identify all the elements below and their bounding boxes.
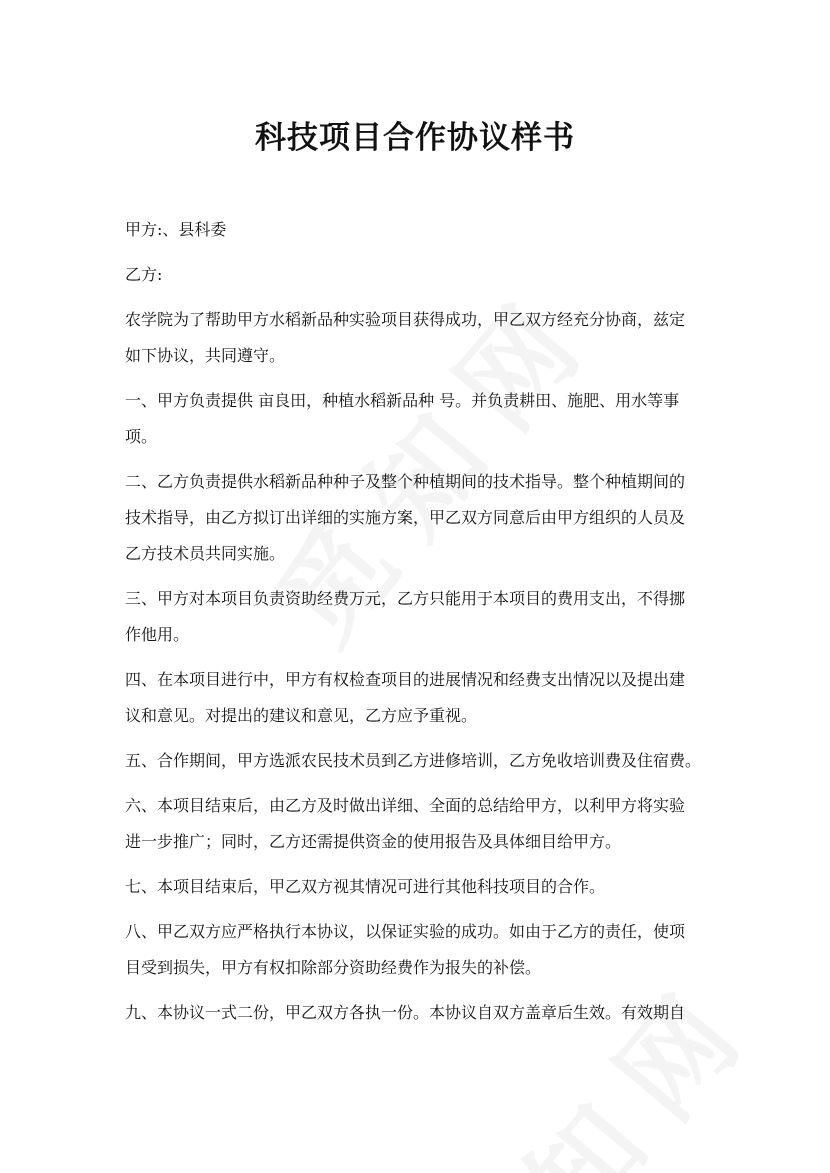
clause-4: 四、在本项目进行中，甲方有权检查项目的进展情况和经费支出情况以及提出建 议和意见。对提出的建议和意见，乙方应予重视。 [125,670,686,725]
document-body [125,212,710,1031]
clause-3: 三、甲方对本项目负责资助经费万元，乙方只能用于本项目的费用支出，不得挪 作他用。 [125,589,686,644]
clause-2: 二、乙方负责提供水稻新品种种子及整个种植期间的技术指导。整个种植期间的 技术指导，由乙方拟订出详细的实施方案，甲乙双方同意后由甲方组织的人员及 乙方技术员共同实施。 [125,472,686,563]
intro-paragraph: 农学院为了帮助甲方水稻新品种实验项目获得成功，甲乙双方经充分协商，兹定 如下协议，共同遵守。 [125,310,686,365]
clause-9: 九、本协议一式二份，甲乙双方各执一份。本协议自双方盖章后生效。有效期自 [125,1003,686,1022]
document-title: 科技项目合作协议样书 [255,120,575,156]
party-b-line: 乙方: [125,265,163,284]
clause-5: 五、合作期间，甲方选派农民技术员到乙方进修培训，乙方免收培训费及住宿费。 [125,751,702,770]
party-a-line: 甲方:、县科委 [125,220,227,239]
clause-8: 八、甲乙双方应严格执行本协议，以保证实验的成功。如由于乙方的责任，使项 目受到损失，甲方有权扣除部分资助经费作为报失的补偿。 [125,922,686,977]
clause-1: 一、甲方负责提供 亩良田，种植水稻新品种 号。并负责耕田、施肥、用水等事 项。 [125,391,680,446]
clause-6: 六、本项目结束后，由乙方及时做出详细、全面的总结给甲方，以利甲方将实验 进一步推广；同时，乙方还需提供资金的使用报告及具体细目给甲方。 [125,796,686,851]
clause-7: 七、本项目结束后，甲乙双方视其情况可进行其他科技项目的合作。 [125,877,606,896]
